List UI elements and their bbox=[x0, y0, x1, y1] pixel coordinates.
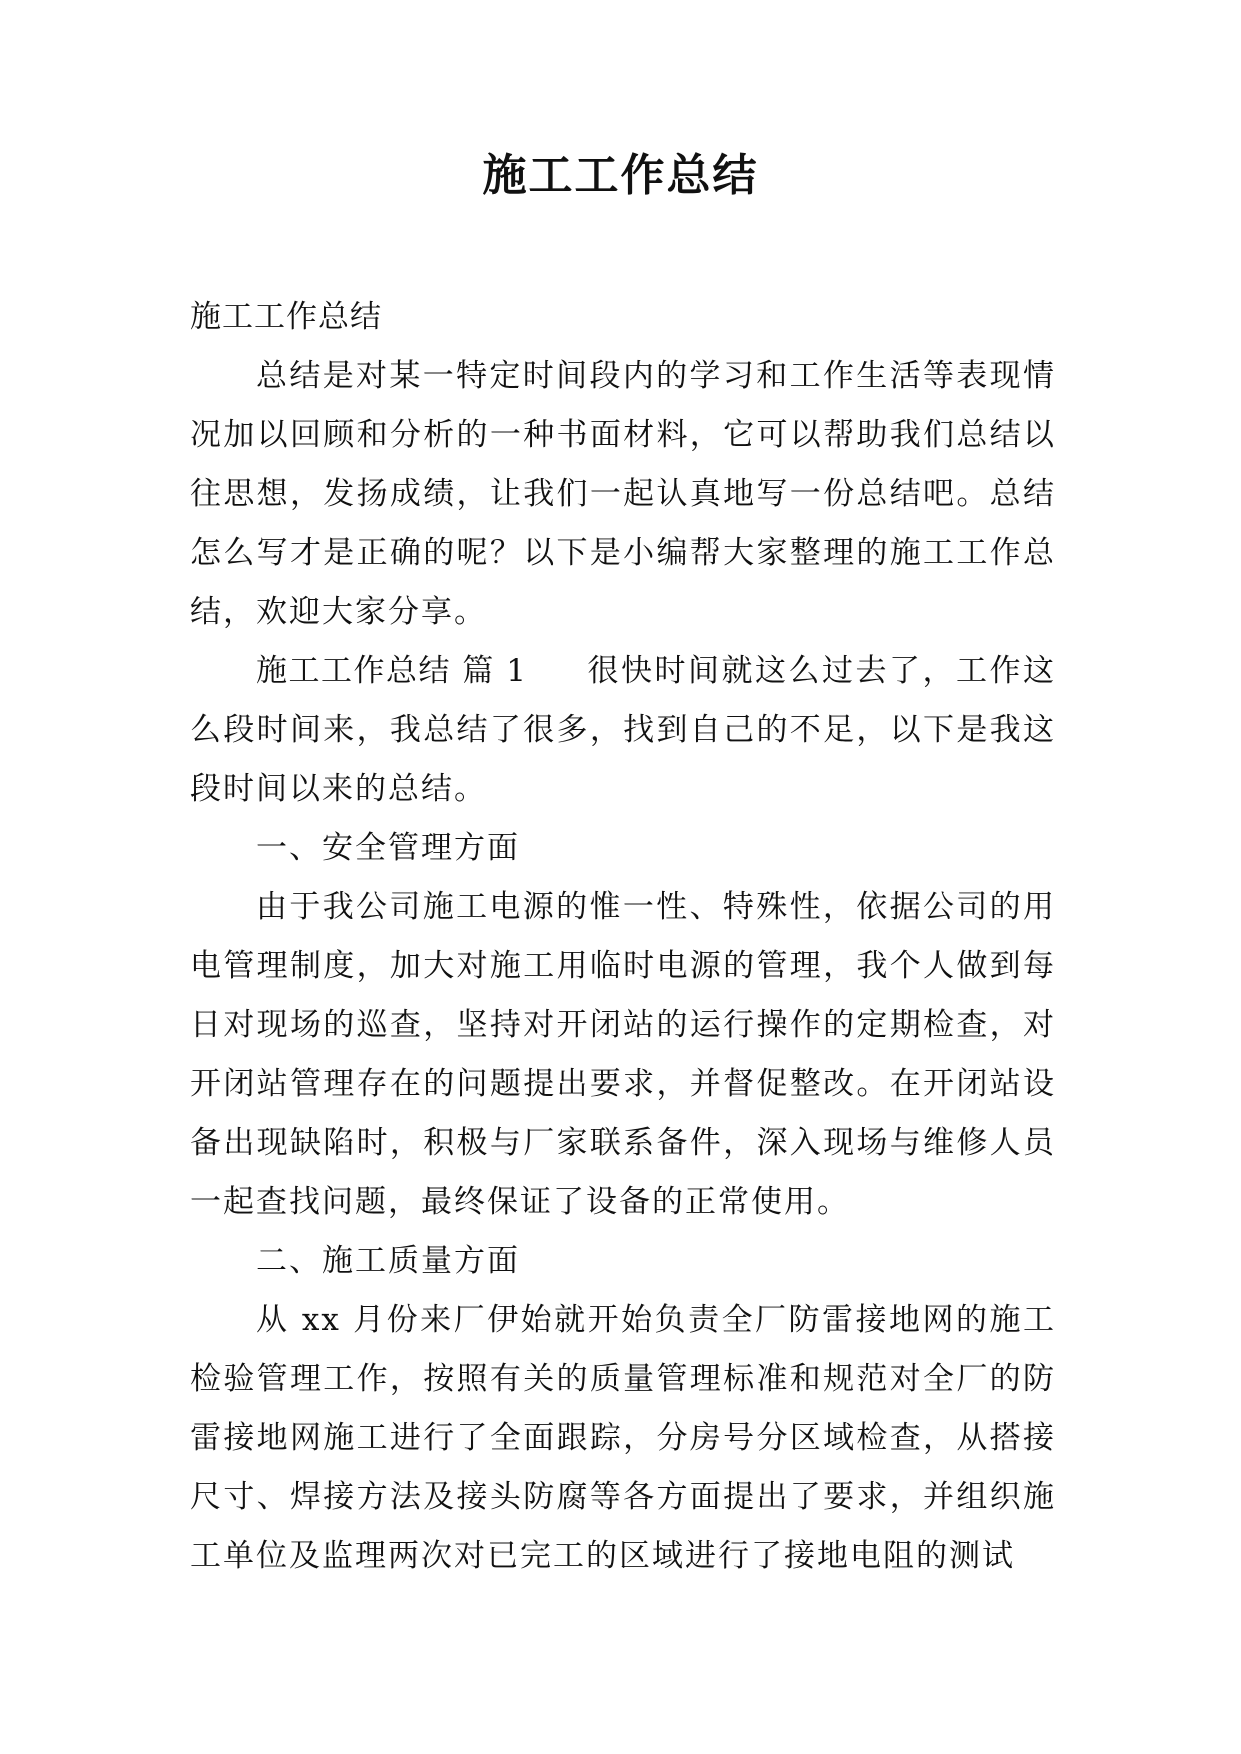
document-subtitle: 施工工作总结 bbox=[190, 299, 382, 335]
section-paragraph-quality: 从 xx 月份来厂伊始就开始负责全厂防雷接地网的施工检验管理工作，按照有关的质量管理标准和规范对全厂的防雷接地网施工进行了全面跟踪，分房号分区域检查，从搭接尺寸、焊接方法及接头防腐等各方面提出了要求，并组织施工单位及监理两次对已完工的区域进行了接地电阻的测试 bbox=[190, 1302, 1056, 1574]
chapter-paragraph bbox=[190, 642, 1056, 819]
section-heading-quality: 二、施工质量方面 bbox=[256, 1243, 520, 1279]
section-heading-safety: 一、安全管理方面 bbox=[256, 830, 520, 866]
chapter-text: 很快时间就这么过去了，工作这么段时间来，我总结了很多，找到自己的不足，以下是我这段时间以来的总结。 bbox=[190, 653, 1057, 807]
document-body bbox=[190, 288, 1056, 1586]
document-title: 施工工作总结 bbox=[482, 150, 759, 201]
section-paragraph-safety: 由于我公司施工电源的惟一性、特殊性，依据公司的用电管理制度，加大对施工用临时电源的管理，我个人做到每日对现场的巡查，坚持对开闭站的运行操作的定期检查，对开闭站管理存在的问题提出要求，并督促整改。在开闭站设备出现缺陷时，积极与厂家联系备件，深入现场与维修人员一起查找问题，最终保证了设备的正常使用。 bbox=[190, 889, 1056, 1220]
chapter-title: 施工工作总结 篇 1 bbox=[256, 653, 527, 689]
intro-paragraph: 总结是对某一特定时间段内的学习和工作生活等表现情况加以回顾和分析的一种书面材料，它可以帮助我们总结以往思想，发扬成绩，让我们一起认真地写一份总结吧。总结怎么写才是正确的呢？以下是小编帮大家整理的施工工作总结，欢迎大家分享。 bbox=[190, 358, 1056, 630]
